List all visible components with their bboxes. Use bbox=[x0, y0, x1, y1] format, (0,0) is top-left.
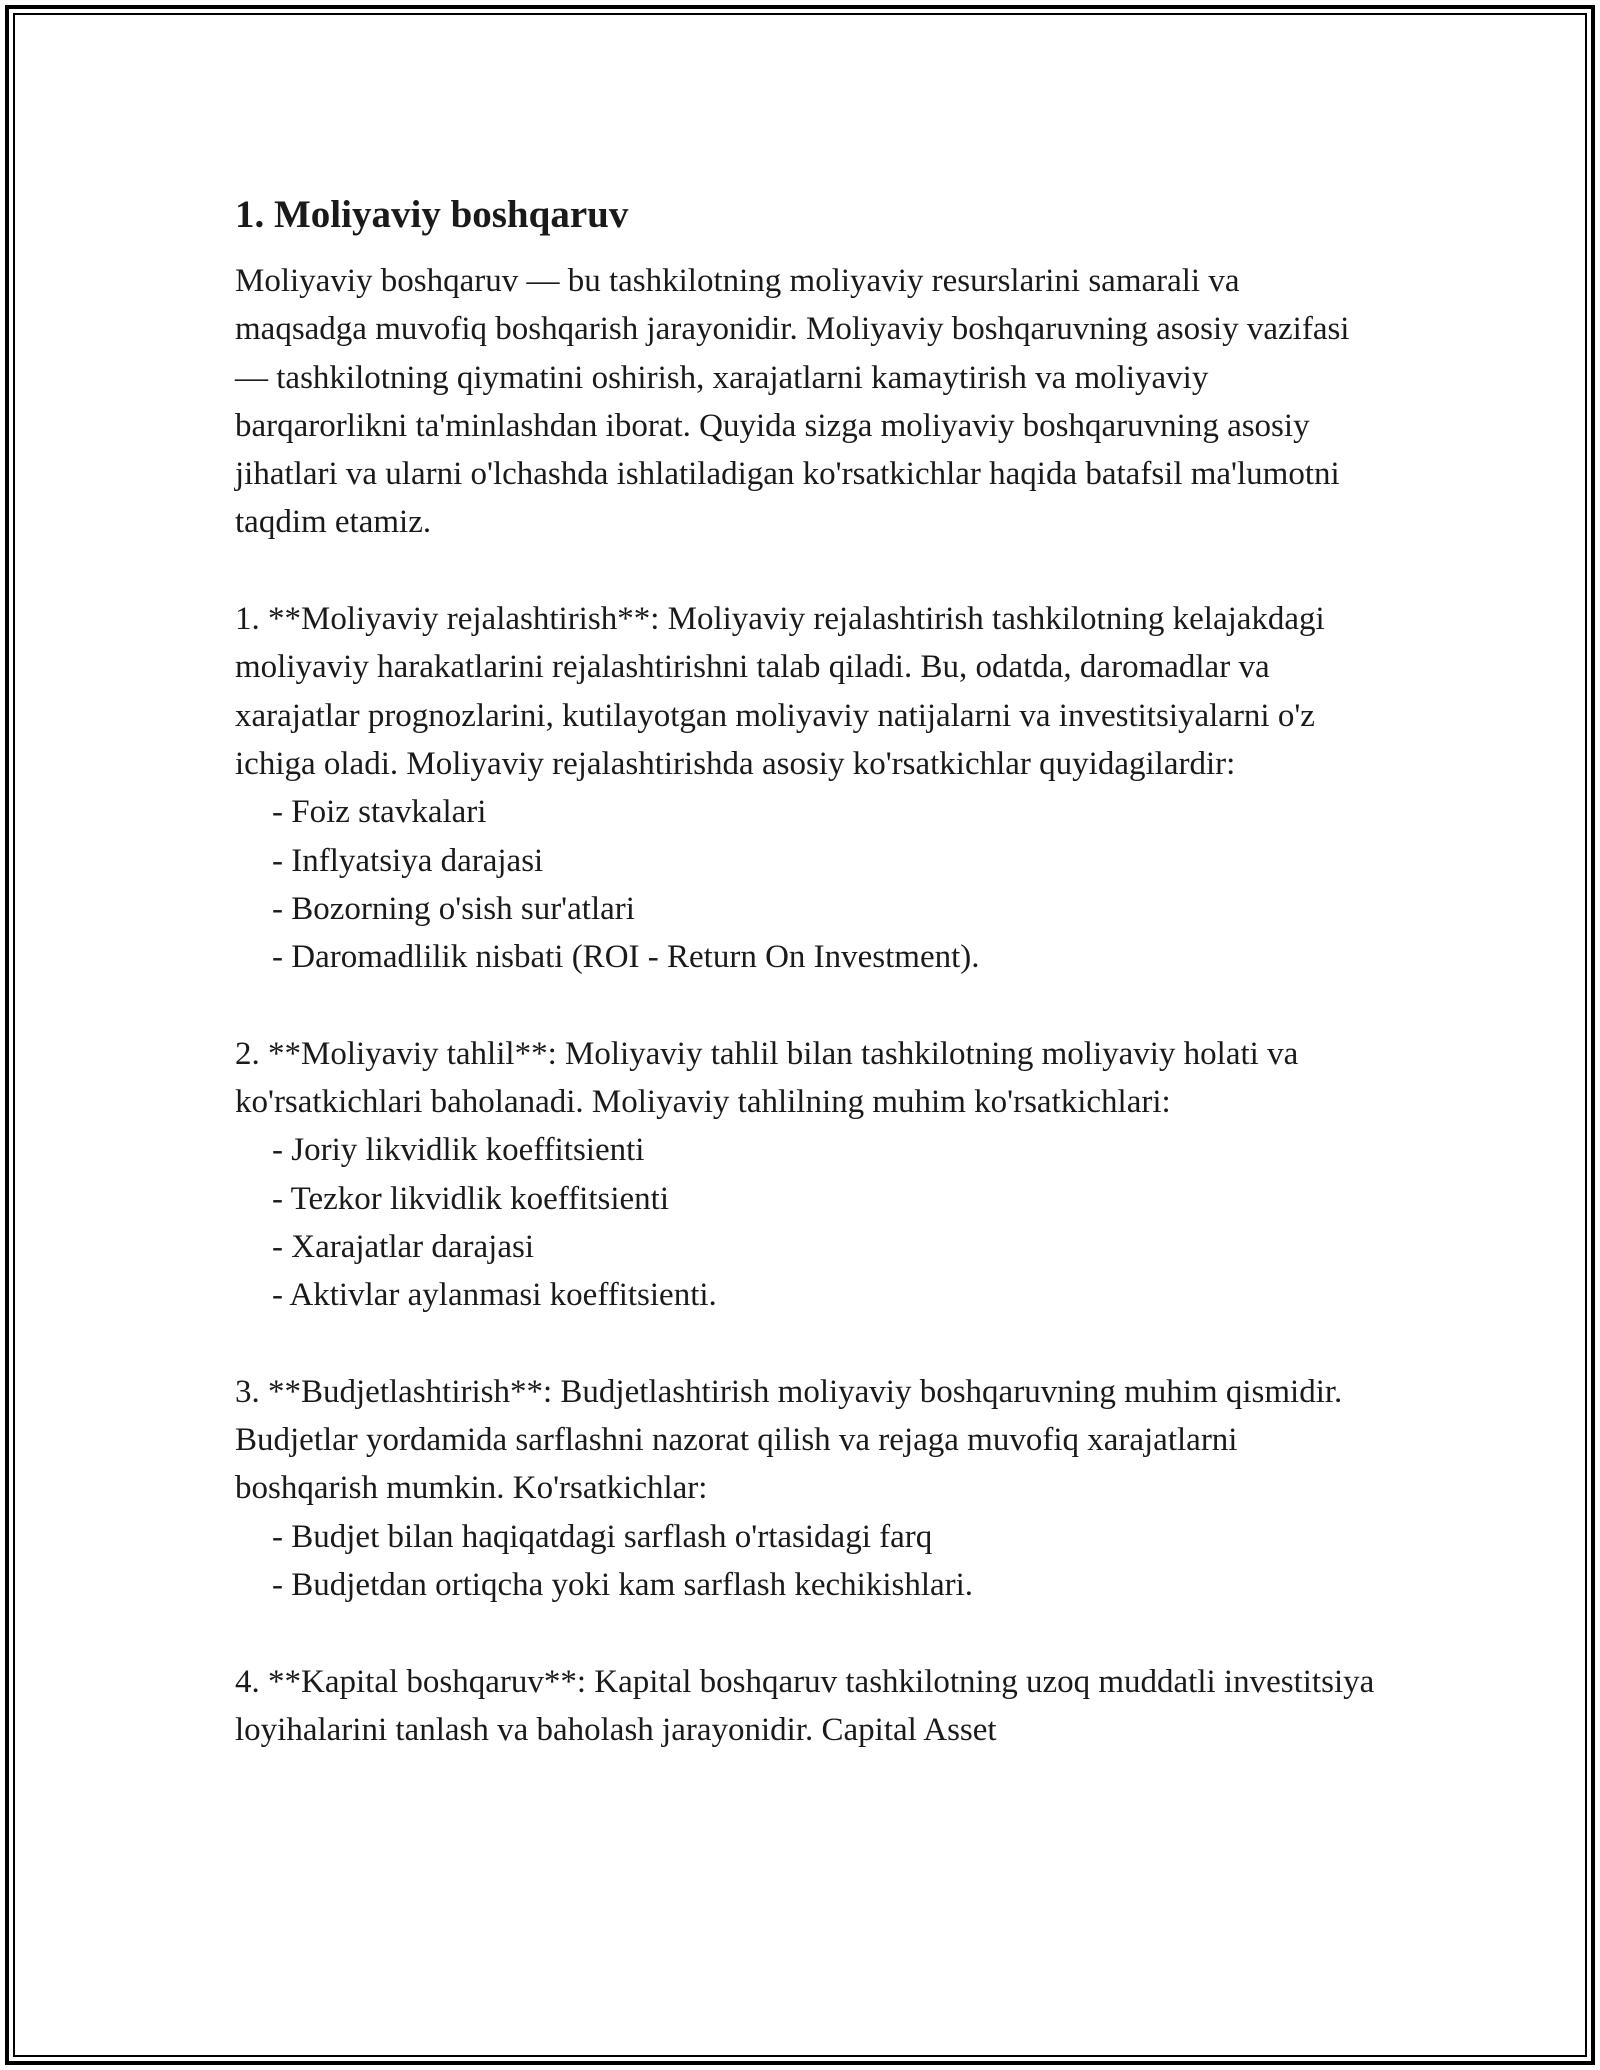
list-item: - Budjetdan ortiqcha yoki kam sarflash kechikishlari. bbox=[272, 1567, 974, 1604]
indicator-list bbox=[235, 1126, 1375, 1319]
list-item: - Inflyatsiya darajasi bbox=[272, 842, 544, 879]
document-title: 1. Moliyaviy boshqaruv bbox=[235, 193, 629, 236]
paragraph-gap bbox=[235, 1609, 1375, 1657]
paragraph-gap bbox=[235, 1320, 1375, 1368]
list-item: - Xarajatlar darajasi bbox=[272, 1228, 535, 1265]
list-item: - Budjet bilan haqiqatdagi sarflash o'rtasidagi farq bbox=[272, 1518, 933, 1555]
section-capital bbox=[235, 1658, 1375, 1755]
document-body bbox=[235, 185, 1375, 1754]
list-item: - Daromadlilik nisbati (ROI - Return On Investment). bbox=[272, 939, 980, 976]
section-text: 2. **Moliyaviy tahlil**: Moliyaviy tahlil bilan tashkilotning moliyaviy holati va ko'rsatkichlari baholanadi. Moliyaviy tahlilning muhim ko'rsatkichlari: bbox=[235, 1035, 1299, 1121]
section-planning bbox=[235, 595, 1375, 981]
list-item: - Bozorning o'sish sur'atlari bbox=[272, 890, 635, 927]
list-item: - Joriy likvidlik koeffitsienti bbox=[272, 1132, 645, 1169]
list-item: - Aktivlar aylanmasi koeffitsienti. bbox=[272, 1277, 717, 1314]
section-text: 4. **Kapital boshqaruv**: Kapital boshqaruv tashkilotning uzoq muddatli investitsiya loyihalarini tanlash va baholash jarayonidir. Capital Asset bbox=[235, 1663, 1375, 1748]
paragraph-gap bbox=[235, 981, 1375, 1029]
section-text: 1. **Moliyaviy rejalashtirish**: Moliyaviy rejalashtirish tashkilotning kelajakdagi moliyaviy harakatlarini rejalashtirishni talab qiladi. Bu, odatda, daromadlar va xarajatlar prognozlarini, kutilayotgan moliyaviy natijalarni va investitsiyalarni o'z ichiga oladi. Moliyaviy rejalashtirishda asosiy ko'rsatkichlar quyidagilardir: bbox=[235, 601, 1325, 782]
section-analysis bbox=[235, 1030, 1375, 1320]
indicator-list bbox=[235, 788, 1375, 981]
indicator-list bbox=[235, 1513, 1375, 1610]
list-item: - Tezkor likvidlik koeffitsienti bbox=[272, 1180, 669, 1217]
section-budgeting bbox=[235, 1368, 1375, 1609]
paragraph-gap bbox=[235, 547, 1375, 595]
intro-paragraph: Moliyaviy boshqaruv — bu tashkilotning moliyaviy resurslarini samarali va maqsadga muvofiq boshqarish jarayonidir. Moliyaviy boshqaruvning asosiy vazifasi — tashkilotning qiymatini oshirish, xarajatlarni kamaytirish va moliyaviy barqarorlikni ta'minlashdan iborat. Quyida sizga moliyaviy boshqaruvning asosiy jihatlari va ularni o'lchashda ishlatiladigan ko'rsatkichlar haqida batafsil ma'lumotni taqdim etamiz. bbox=[235, 263, 1350, 541]
section-text: 3. **Budjetlashtirish**: Budjetlashtirish moliyaviy boshqaruvning muhim qismidir. Budjetlar yordamida sarflashni nazorat qilish va rejaga muvofiq xarajatlarni boshqarish mumkin. Ko'rsatkichlar: bbox=[235, 1373, 1343, 1507]
list-item: - Foiz stavkalari bbox=[272, 794, 487, 831]
